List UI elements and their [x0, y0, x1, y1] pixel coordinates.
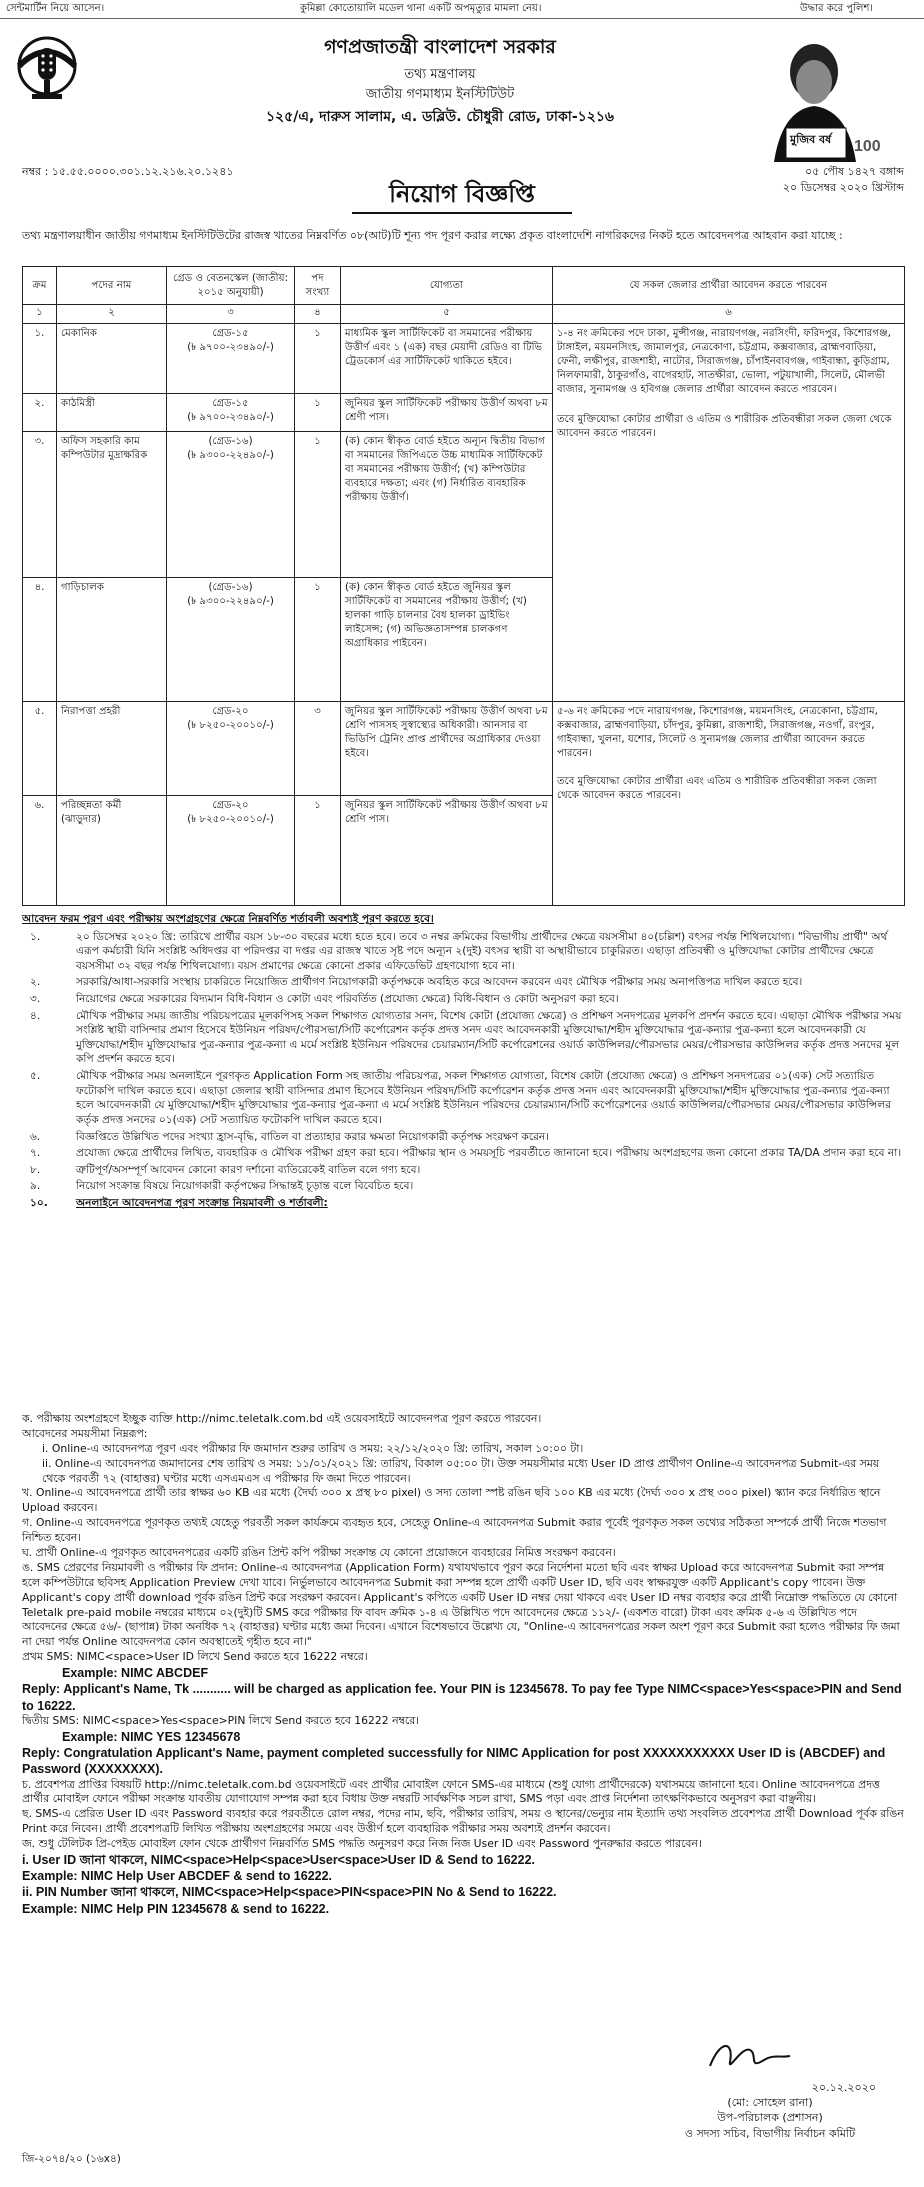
emblem-number: 100: [854, 138, 881, 155]
list-item: [22, 1009, 904, 1067]
list-item: [22, 1130, 904, 1145]
online-ka: ক. পরীক্ষায় অংশগ্রহণে ইচ্ছুক ব্যক্তি http://nimc.teletalk.com.bd এই ওয়েবসাইটে আবেদনপত্র পূরণ করতে পারবেন।: [22, 1412, 542, 1425]
col-number: ৫: [341, 305, 553, 324]
districts-b-note: তবে মুক্তিযোদ্ধা কোটার প্রার্থীরা এবং এতিম ও শারীরিক প্রতিবন্ধীরা সকল জেলা থেকে আবেদন করতে পারবেন।: [557, 776, 877, 802]
clip-text-left: সেন্টমার্টিন নিয়ে আসেন।: [6, 3, 105, 14]
recovery-i-example: Example: NIMC Help User ABCDEF & send to 16222.: [22, 1869, 333, 1884]
recovery-i: i. User ID জানা থাকলে, NIMC<space>Help<space>User<space>User ID & Send to 16222.: [22, 1852, 536, 1867]
column-number-row: [23, 305, 905, 324]
list-item: [22, 1163, 904, 1178]
institute-address: ১২৫/এ, দারুস সালাম, এ. ডব্লিউ. চৌধুরী রোড, ঢাকা-১২১৬: [265, 109, 615, 125]
reply1: Reply: Applicant's Name, Tk ........... will be charged as application fee. Your PIN is 12345678. To pay fee Type NIMC<space>Yes<space>PIN and Send to 16222.: [22, 1682, 902, 1713]
item-number: ৬.: [30, 1130, 41, 1143]
scale-text: (৳ ৮২৫০-২০০১০/-): [187, 720, 274, 732]
newspaper-clipping-top: [0, 0, 924, 20]
row-grade: [167, 796, 295, 906]
sms1-label: প্রথম SMS: NIMC<space>User ID লিখে Send করতে হবে 16222 নম্বরে।: [22, 1650, 368, 1664]
reply2: Reply: Congratulation Applicant's Name, payment completed successfully for NIMC Application for post XXXXXXXXXXX User ID is (ABCDEF) and Password (XXXXXXXX).: [22, 1746, 886, 1777]
scale-text: (৳ ৮২৫০-২০০১০/-): [187, 814, 274, 826]
item-number: ৮.: [30, 1163, 41, 1176]
recovery-ii-example: Example: NIMC Help PIN 12345678 & send to 16222.: [22, 1901, 330, 1916]
signature-icon: [690, 2036, 830, 2080]
row-grade: [167, 394, 295, 432]
row-sl: ৬.: [23, 796, 57, 906]
conditions-heading: আবেদন ফরম পূরণ এবং পরীক্ষায় অংশগ্রহণের ক্ষেত্রে নিম্নবর্ণিত শর্তাবলী অবশ্যই পূরণ করতে হবে।: [22, 913, 434, 925]
row-post: মেকানিক: [57, 324, 167, 394]
item-text: প্রযোজ্য ক্ষেত্রে প্রার্থীদের লিখিত, ব্যবহারিক ও মৌখিক পরীক্ষা গ্রহণ করা হবে। পরীক্ষার স্থান ও সময়সূচি পরবর্তীতে জানানো হবে। পরীক্ষায় অংশগ্রহণের জন্য কোনো প্রকার TA/DA প্রদান করা হবে না।: [76, 1147, 902, 1160]
row-qualification: জুনিয়র স্কুল সার্টিফিকেট পরীক্ষায় উত্তীর্ণ অথবা ৮ম শ্রেণী পাস।: [341, 394, 553, 432]
schedule-heading: আবেদনের সময়সীমা নিম্নরূপ:: [22, 1426, 148, 1440]
online-cha: চ. প্রবেশপত্র প্রাপ্তির বিষয়টি http://nimc.teletalk.com.bd ওয়েবসাইটে এবং প্রার্থীর মোবাইল ফোনে SMS-এর মাধ্যমে (শুধু যোগ্য প্রার্থীদেরকে) যথাসময়ে জানানো হবে। Online আবেদনপত্রে প্রদত্ত প্রার্থীর মোবাইল ফোনে পরীক্ষা সংক্রান্ত যাবতীয় যোগাযোগ সম্পন্ন করা হবে বিধায় উক্ত নম্বরটি সার্বক্ষণিক সচল রাখা, SMS পড়া এবং প্রাপ্ত নির্দেশনা তাৎক্ষণিকভাবে অনুসরণ করা বাঞ্ছনীয়।: [22, 1777, 880, 1806]
letterhead: [0, 22, 924, 162]
online-ga: গ. Online-এ আবেদনপত্রে পূরণকৃত তথ্যই যেহেতু পরবর্তী সকল কার্যক্রমে ব্যবহৃত হবে, সেহেতু Online-এ আবেদনপত্র Submit করার পূর্বেই পূরণকৃত সকল তথ্যের সঠিকতা সম্পর্কে প্রার্থী নিজে শতভাগ নিশ্চিত হবেন।: [22, 1516, 887, 1545]
signature-block: [640, 2080, 900, 2141]
item-number: ৯.: [30, 1180, 41, 1193]
clip-text-right: উদ্ধার করে পুলিশ।: [800, 3, 873, 14]
row-count: ১: [295, 796, 341, 906]
row-count: ১: [295, 324, 341, 394]
microphone-logo-icon: [14, 36, 80, 114]
col-number: ২: [57, 305, 167, 324]
sms2-example: Example: NIMC YES 12345678: [62, 1729, 241, 1744]
districts-cell-a: [553, 324, 905, 702]
memo-date-bangla: ০৫ পৌষ ১৪২৭ বঙ্গাব্দ: [805, 165, 904, 178]
row-count: ১: [295, 394, 341, 432]
row-sl: ৪.: [23, 578, 57, 702]
table-header-row: [23, 267, 905, 305]
online-kha: খ. Online-এ আবেদনপত্রে প্রার্থী তার স্বাক্ষর ৬০ KB এর মধ্যে (দৈর্ঘ্য ৩০০ x প্রস্থ ৮০ pixel) ও সদ্য তোলা স্পষ্ট রঙিন ছবি ১০০ KB এর মধ্যে (দৈর্ঘ্য ৩০০ x প্রস্থ ৩০০ pixel) স্ক্যান করে নির্ধারিত স্থানে Upload করবেন।: [22, 1486, 881, 1515]
government-name: গণপ্রজাতন্ত্রী বাংলাদেশ সরকার: [324, 36, 556, 58]
item-number: ৩.: [30, 993, 41, 1006]
online-uma: ঙ. SMS প্রেরণের নিয়মাবলী ও পরীক্ষার ফি প্রদান: Online-এ আবেদনপত্র (Application Form) যথাযথভাবে পূরণ করে নির্দেশনা মতো ছবি এবং স্বাক্ষর Upload করে আবেদনপত্র Submit করা সম্পন্ন হলে কম্পিউটারে ছবিসহ Application Preview দেখা যাবে। নির্ভুলভাবে আবেদনপত্র Submit করা সম্পন্ন হলে প্রার্থী একটি User ID, ছবি এবং স্বাক্ষরযুক্ত একটি Applicant's copy পাবেন। উক্ত Applicant's copy প্রার্থী download পূর্বক রঙিন প্রিন্ট করে সংরক্ষণ করবেন। Applicant's কপিতে একটি User ID নম্বর দেয়া থাকবে এবং User ID নম্বর ব্যবহার করে প্রার্থী নিম্নোক্ত পদ্ধতিতে যে কোনো Teletalk pre-paid mobile নম্বরের মাধ্যমে ০২(দুই)টি SMS করে পরীক্ষার ফি বাবদ ক্রমিক ১-৪ এ উল্লিখিত পদে আবেদনের ক্ষেত্রে ১১২/- (একশত বারো) টাকা এবং ক্রমিক ৫-৬ এ উল্লিখিত পদে আবেদনের ক্ষেত্রে ৫৬/- (ছাপান্ন) টাকা অনধিক ৭২ (বাহাত্তর) ঘণ্টার মধ্যে জমা দিবেন। এখানে বিশেষভাবে উল্লেখ্য যে, "Online-এ আবেদনপত্রের সকল অংশ পূরণ করে Submit করা হলেও পরীক্ষার ফি জমা না দেয়া পর্যন্ত Online আবেদনপত্র কোন অবস্থাতেই গৃহীত হবে না।": [22, 1560, 900, 1649]
list-item: [22, 1069, 904, 1127]
list-item: [22, 975, 904, 990]
col-header: পদ সংখ্যা: [295, 267, 341, 305]
row-qualification: জুনিয়র স্কুল সার্টিফিকেট পরীক্ষায় উত্তীর্ণ অথবা ৮ম শ্রেণি পাসসহ সুস্বাস্থ্যের অধিকারী। আনসার বা ভিডিপি ট্রেনিং প্রাপ্ত প্রার্থীদের অগ্রাধিকার দেওয়া হইবে।: [341, 702, 553, 796]
item-text: বিজ্ঞপ্তিতে উল্লিখিত পদের সংখ্যা হ্রাস-বৃদ্ধি, বাতিল বা প্রত্যাহার করার ক্ষমতা নিয়োগকারী কর্তৃপক্ষ সংরক্ষণ করেন।: [76, 1130, 550, 1143]
mujib-borsho-emblem: [752, 32, 902, 164]
row-sl: ১.: [23, 324, 57, 394]
online-ja: জ. শুধু টেলিটক প্রি-পেইড মোবাইল ফোন থেকে প্রার্থীগণ নিম্নবর্ণিত SMS পদ্ধতি অনুসরণ করে নিজ নিজ User ID এবং Password পুনরুদ্ধার করতে পারবেন।: [22, 1837, 702, 1851]
districts-b-text: ৫-৬ নং ক্রমিকের পদে নারায়ণগঞ্জ, কিশোরগঞ্জ, ময়মনসিংহ, নেত্রকোনা, চট্টগ্রাম, কক্সবাজার, ব্রাহ্মণবাড়িয়া, চাঁদপুর, কুমিল্লা, রাজশাহী, সিরাজগঞ্জ, নওগাঁ, রংপুর, গাইবান্ধা, খুলনা, যশোর, সিলেট ও সুনামগঞ্জ জেলার প্রার্থীরা আবেদন করতে পারবেন।: [557, 706, 878, 760]
list-item: [22, 1179, 904, 1194]
item-text: নিয়োগ সংক্রান্ত বিষয়ে নিয়োগকারী কর্তৃপক্ষের সিদ্ধান্তই চূড়ান্ত বলে বিবেচিত হবে।: [76, 1180, 414, 1193]
footer-code: জি-২০৭৪/২০ (১৬x৪): [22, 2153, 121, 2165]
districts-a-text: ১-৪ নং ক্রমিকের পদে ঢাকা, মুন্সীগঞ্জ, নারায়ণগঞ্জ, নরসিংদী, ফরিদপুর, কিশোরগঞ্জ, টাঙ্গাইল, ময়মনসিংহ, জামালপুর, নেত্রকোণা, চট্টগ্রাম, কক্সবাজার, ব্রাহ্মণবাড়িয়া, ফেনী, লক্ষীপুর, রাজশাহী, নাটোর, সিরাজগঞ্জ, চাঁপাইনবাবগঞ্জ, গাইবান্ধা, কুড়িগ্রাম, নিলফামারী, ঠাকুরগাঁও, বাগেরহাট, সাতক্ষীরা, ভোলা, পটুয়াখালী, সিলেট, মৌলভী বাজার, সুনামগঞ্জ ও হবিগঞ্জ জেলার প্রার্থীরা আবেদন করতে পারবেন।: [557, 328, 892, 396]
row-grade: [167, 324, 295, 394]
conditions-section: [22, 912, 904, 1213]
grade-text: (গ্রেড-১৬): [208, 436, 253, 447]
row-count: ৩: [295, 702, 341, 796]
table-row: [23, 702, 905, 796]
grade-text: গ্রেড-১৫: [212, 328, 249, 339]
online-instructions: [22, 1412, 904, 1917]
list-item: [22, 1146, 904, 1161]
col-number: ৬: [553, 305, 905, 324]
col-header: যে সকল জেলার প্রার্থীরা আবেদন করতে পারবেন: [553, 267, 905, 305]
scale-text: (৳ ৯৩০০-২২৪৯০/-): [187, 596, 274, 608]
conditions-list: [22, 930, 904, 1211]
row-post: পরিচ্ছন্নতা কর্মী (ঝাড়ুদার): [57, 796, 167, 906]
online-chha: ছ. SMS-এ প্রেরিত User ID এবং Password ব্যবহার করে পরবর্তীতে রোল নম্বর, পদের নাম, ছবি, পরীক্ষার তারিখ, সময় ও স্থানের/ভেন্যুর নাম ইত্যাদি তথ্য সংবলিত প্রবেশপত্র প্রার্থী Download পূর্বক রঙিন Print করে নিবেন। প্রার্থী প্রবেশপত্রটি লিখিত পরীক্ষায় অংশগ্রহণের সময়ে এবং উত্তীর্ণ হলে ব্যবহারিক পরীক্ষার সময় অবশ্যই প্রদর্শন করবেন।: [22, 1807, 904, 1836]
table-row: [23, 324, 905, 394]
col-number: ৩: [167, 305, 295, 324]
row-count: ১: [295, 432, 341, 578]
scale-text: (৳ ৯৭০০-২৩৪৯০/-): [187, 412, 274, 424]
grade-text: গ্রেড-২০: [212, 800, 249, 811]
intro-paragraph: তথ্য মন্ত্রণালয়াধীন জাতীয় গণমাধ্যম ইনস্টিটিউটের রাজস্ব খাতের নিম্নবর্ণিত ০৮(আট)টি শূন্য পদ পূরণ করার লক্ষ্যে প্রকৃত বাংলাদেশি নাগরিকদের নিকট হতে আবেদনপত্র আহবান করা যাচ্ছে :: [22, 229, 843, 242]
districts-a-note: তবে মুক্তিযোদ্ধা কোটার প্রার্থীরা ও এতিম ও শারীরিক প্রতিবন্ধীরা সকল জেলা থেকে আবেদন করতে পারবেন।: [557, 414, 892, 440]
row-grade: [167, 578, 295, 702]
list-item: [22, 930, 904, 974]
list-item: [22, 992, 904, 1007]
grade-text: (গ্রেড-১৬): [208, 582, 253, 593]
memo-number: নম্বর : ১৫.৫৫.০০০০.৩০১.১২.২১৬.২০.১২৪১: [22, 165, 234, 178]
item-number: ৪.: [30, 1009, 41, 1022]
scale-text: (৳ ৯৭০০-২৩৪৯০/-): [187, 342, 274, 354]
grade-text: গ্রেড-১৫: [212, 398, 249, 409]
sms2-label: দ্বিতীয় SMS: NIMC<space>Yes<space>PIN লিখে Send করতে হবে 16222 নম্বরে।: [22, 1713, 420, 1727]
notice-title: নিয়োগ বিজ্ঞপ্তি: [389, 180, 535, 208]
row-qualification: (ক) কোন স্বীকৃত বোর্ড হইতে অন্যূন দ্বিতীয় বিভাগ বা সমমানের জিপিএতে উচ্চ মাধ্যমিক সার্টিফিকেট বা সমমানের পরীক্ষায় উত্তীর্ণ; (খ) কম্পিউটার ব্যবহারে দক্ষতা; এবং (গ) নির্ধারিত ব্যবহারিক পরীক্ষায় উত্তীর্ণ।: [341, 432, 553, 578]
title-underline: [352, 212, 572, 214]
col-header: গ্রেড ও বেতনস্কেল (জাতীয়: ২০১৫ অনুযায়ী): [167, 267, 295, 305]
item-number: ২.: [30, 976, 41, 989]
row-qualification: মাধ্যমিক স্কুল সার্টিফিকেট বা সমমানের পরীক্ষায় উত্তীর্ণ এবং ১ (এক) বছর মেয়াদী রেডিও বা টিভি ট্রেডকোর্স এর সার্টিফিকেট থাকিতে হইবে।: [341, 324, 553, 394]
clip-text-middle: কুমিল্লা কোতোয়ালি মডেল থানা একটি অপমৃত্যুর মামলা নেয়।: [300, 3, 542, 14]
row-sl: ২.: [23, 394, 57, 432]
item-number: ৭.: [30, 1147, 41, 1160]
col-header: পদের নাম: [57, 267, 167, 305]
schedule-ii: ii. Online-এ আবেদনপত্র জমাদানের শেষ তারিখ ও সময়: ১১/০১/২০২১ খ্রি: তারিখ, বিকাল ০৫:০০ টা। উক্ত সময়সীমার মধ্যে User ID প্রাপ্ত প্রার্থীগণ Online-এ আবেদনপত্র Submit-এর সময় থেকে পরবর্তী ৭২ (বাহাত্তর) ঘণ্টার মধ্যে এসএমএস এ পরীক্ষার ফি জমা দিতে পারবেন।: [42, 1456, 880, 1485]
row-grade: [167, 432, 295, 578]
col-number: ৪: [295, 305, 341, 324]
item-text: নিয়োগের ক্ষেত্রে সরকারের বিদ্যমান বিধি-বিধান ও কোটা এবং পরিবর্তিত (প্রযোজ্য ক্ষেত্রে) বিধি-বিধান ও কোটা অনুসরণ করা হবে।: [76, 993, 619, 1006]
item-number: ১০.: [30, 1196, 48, 1209]
memo-date-english: ২০ ডিসেম্বর ২০২০ খ্রিস্টাব্দ: [782, 181, 904, 194]
row-sl: ৫.: [23, 702, 57, 796]
row-qualification: (ক) কোন স্বীকৃত বোর্ড হইতে জুনিয়র স্কুল সার্টিফিকেট বা সমমানের পরীক্ষায় উত্তীর্ণ; (খ) হালকা গাড়ি চালনার বৈধ হালকা ড্রাইভিং লাইসেন্স; (গ) অভিজ্ঞতাসম্পন্ন চালকগণ অগ্রাধিকার পাইবেন।: [341, 578, 553, 702]
item-text: ত্রুটিপূর্ণ/অসম্পূর্ণ আবেদন কোনো কারণ দর্শানো ব্যতিরেকেই বাতিল বলে গণ্য হবে।: [76, 1163, 421, 1176]
signatory-name: (মো: সোহেল রানা): [727, 2096, 813, 2110]
scale-text: (৳ ৯৩০০-২২৪৯০/-): [187, 450, 274, 462]
schedule-i: i. Online-এ আবেদনপত্র পূরণ এবং পরীক্ষার ফি জমাদান শুরুর তারিখ ও সময়: ২২/১২/২০২০ খ্রি: তারিখ, সকাল ১০:০০ টা।: [42, 1441, 584, 1455]
row-count: ১: [295, 578, 341, 702]
item-number: ৫.: [30, 1070, 41, 1083]
item-text: সরকারি/আধা-সরকারি সংস্থায় চাকরিতে নিয়োজিত প্রার্থীগণ নিয়োগকারী কর্তৃপক্ষকে অবহিত করে আবেদন করবেন এবং মৌখিক পরীক্ষার সময় অনাপত্তিপত্র দাখিল করতে হবে।: [76, 976, 803, 989]
grade-text: গ্রেড-২০: [212, 706, 249, 717]
item-text: মৌখিক পরীক্ষার সময় জাতীয় পরিচয়পত্রের মূলকপিসহ সকল শিক্ষাগত যোগ্যতার সনদ, বিশেষ কোটা (প্রযোজ্য ক্ষেত্রে) ও প্রশিক্ষণ সনদপত্রের মূলকপি প্রদর্শন করতে হবে। এছাড়া মৌখিক পরীক্ষার সময় সংশ্লিষ্ট স্থায়ী বাসিন্দার প্রমাণ হিসেবে ইউনিয়ন পরিষদ/পৌরসভা/সিটি কর্পোরেশন কর্তৃক প্রদত্ত সনদ এবং আবেদনকারী মুক্তিযোদ্ধা/শহীদ মুক্তিযোদ্ধার পুত্র-কন্যার পুত্র-কন্যা হলে আবেদনকারী যে মুক্তিযোদ্ধা/শহীদ মুক্তিযোদ্ধার পুত্র-কন্যার পুত্র-কন্যা এ মর্মে সংশ্লিষ্ট ইউনিয়ন পরিষদের চেয়ারম্যান/সিটি কর্পোরেশনের ওয়ার্ড কাউন্সিলর/পৌরসভার মেয়র/পৌরসভার কাউন্সিলর কর্তৃক প্রদত্ত সনদের মূল কপি প্রদর্শন করতে হবে।: [76, 1009, 902, 1066]
signatory-role: ও সদস্য সচিব, বিভাগীয় নির্বাচন কমিটি: [684, 2126, 856, 2140]
sms1-example: Example: NIMC ABCDEF: [62, 1666, 209, 1681]
item-text: মৌখিক পরীক্ষার সময় অনলাইনে পূরণকৃত Application Form সহ জাতীয় পরিচয়পত্র, সকল শিক্ষাগত যোগ্যতা, বিশেষ কোটা (প্রযোজ্য ক্ষেত্রে) ও প্রশিক্ষণ সনদপত্রের ০১(এক) সেট সত্যায়িত ফটোকপি দাখিল করতে হবে। এছাড়া জেলার স্থায়ী বাসিন্দার প্রমাণ হিসেবে ইউনিয়ন পরিষদ/সিটি কর্পোরেশন কর্তৃক প্রদত্ত সনদ এবং আবেদনকারী মুক্তিযোদ্ধা/শহীদ মুক্তিযোদ্ধার পুত্র-কন্যার পুত্র-কন্যা হলে আবেদনকারী যে মুক্তিযোদ্ধা/শহীদ মুক্তিযোদ্ধার পুত্র-কন্যার পুত্র-কন্যা এ মর্মে সংশ্লিষ্ট ইউনিয়ন পরিষদের চেয়ারম্যান/সিটি কর্পোরেশনের ওয়ার্ড কাউন্সিলর/পৌরসভার মেয়র/পৌরসভার কাউন্সিলর কর্তৃক প্রদত্ত সনদের ০১(এক) সেট সত্যায়িত ফটোকপি দাখিল করতে হবে।: [76, 1070, 892, 1126]
col-header: যোগ্যতা: [341, 267, 553, 305]
signatory-designation: উপ-পরিচালক (প্রশাসন): [717, 2111, 823, 2125]
recovery-ii: ii. PIN Number জানা থাকলে, NIMC<space>Help<space>PIN<space>PIN No & Send to 16222.: [22, 1885, 557, 1900]
item-text: ২০ ডিসেম্বর ২০২০ খ্রি: তারিখে প্রার্থীর বয়স ১৮-৩০ বছরের মধ্যে হতে হবে। তবে ৩ নম্বর ক্রমিকের বিভাগীয় প্রার্থীদের ক্ষেত্রে বয়সসীমা ৪০(চল্লিশ) বৎসর পর্যন্ত শিথিলযোগ্য। "বিভাগীয় প্রার্থী" অর্থ এরূপ কর্মচারী যিনি সংশ্লিষ্ট অধিদপ্তর বা পরিদপ্তর বা দপ্তর এর রাজস্ব খাতে সৃষ্ট পদে অন্যূন ২(দুই) বৎসর স্থায়ী বা অস্থায়ীভাবে চাকুরিরত। এছাড়া প্রতিবন্ধী ও মুক্তিযোদ্ধা কোটার প্রার্থীদের ক্ষেত্রে বয়সসীমা ৩২ বছর পর্যন্ত শিথিলযোগ্য। বয়স প্রমাণের ক্ষেত্রে কোনো প্রকার এফিডেভিট গ্রহণযোগ্য হবে না।: [76, 930, 888, 972]
districts-cell-b: [553, 702, 905, 906]
row-qualification: জুনিয়র স্কুল সার্টিফিকেট পরীক্ষায় উত্তীর্ণ অথবা ৮ম শ্রেণি পাস।: [341, 796, 553, 906]
row-post: অফিস সহকারি কাম কম্পিউটার মুদ্রাক্ষরিক: [57, 432, 167, 578]
item-number: ১.: [30, 930, 41, 943]
vacancy-table: [22, 266, 905, 906]
row-post: কাঠমিস্ত্রী: [57, 394, 167, 432]
ministry-name: তথ্য মন্ত্রণালয়: [404, 67, 476, 82]
emblem-text: মুজিব বর্ষ: [790, 133, 832, 146]
row-grade: [167, 702, 295, 796]
online-gha: ঘ. প্রার্থী Online-এ পূরণকৃত আবেদনপত্রের একটি রঙিন প্রিন্ট কপি পরীক্ষা সংক্রান্ত যে কোনো প্রয়োজনে ব্যবহারের নিমিত্ত সংরক্ষণ করবেন।: [22, 1546, 616, 1560]
row-post: নিরাপত্তা প্রহরী: [57, 702, 167, 796]
row-sl: ৩.: [23, 432, 57, 578]
col-header: ক্রম: [23, 267, 57, 305]
list-item: [22, 1196, 904, 1211]
institute-name: জাতীয় গণমাধ্যম ইনস্টিটিউট: [365, 87, 515, 102]
signature-date: ২০.১২.২০২০: [811, 2081, 876, 2094]
item-text: অনলাইনে আবেদনপত্র পূরণ সংক্রান্ত নিয়মাবলী ও শর্তাবলী:: [76, 1196, 328, 1209]
row-post: গাড়িচালক: [57, 578, 167, 702]
col-number: ১: [23, 305, 57, 324]
